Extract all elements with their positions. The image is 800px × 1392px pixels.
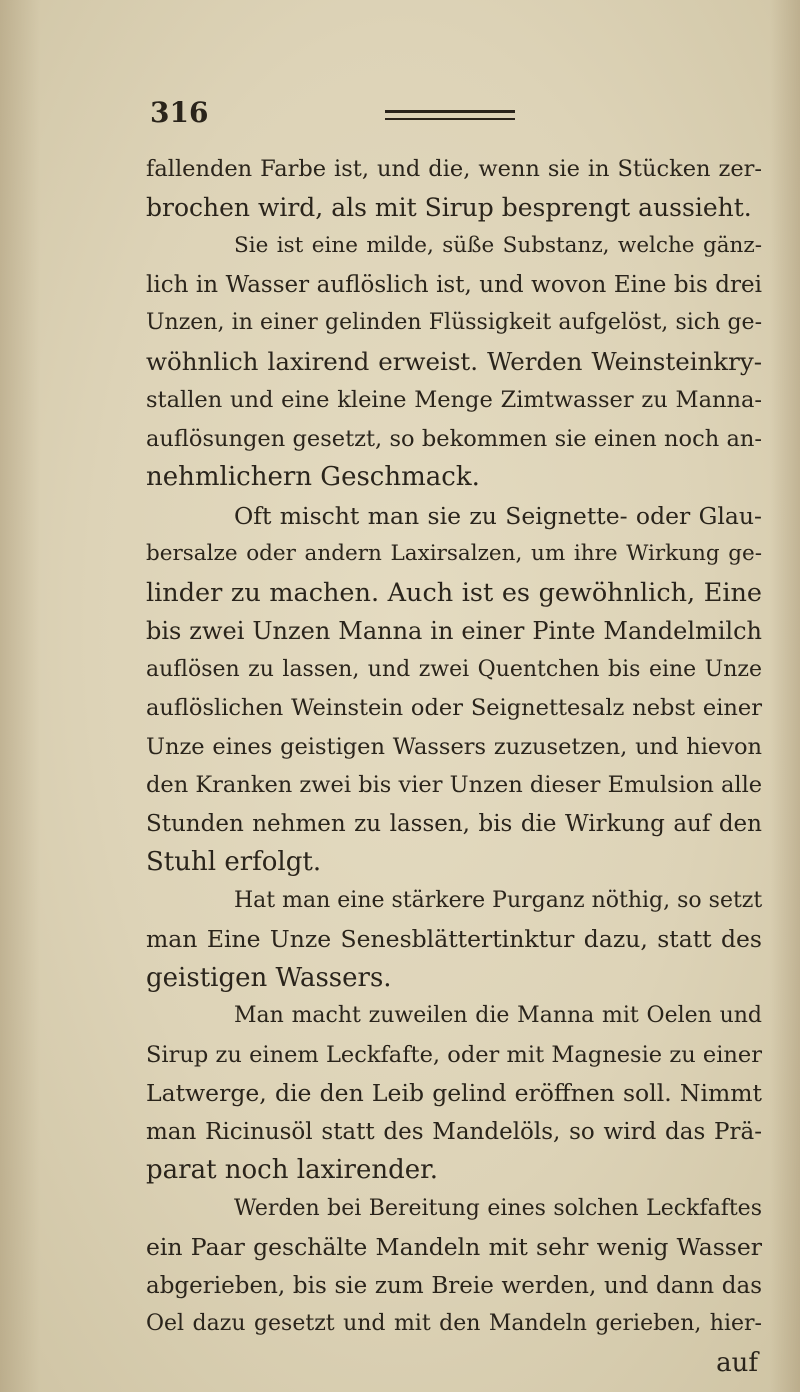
text-line: Stuhl erfolgt. [146,847,322,877]
text-line: man Eine Unze Senesblättertinktur dazu, statt des [146,925,762,953]
text-line: Oel dazu gesetzt und mit den Mandeln gerieben, hier- [146,1311,762,1336]
text-line: Hat man eine stärkere Purganz nöthig, so setzt [234,887,763,913]
page-number: 316 [150,96,209,129]
text-line: Sie ist eine milde, süße Substanz, welche gänz- [234,233,762,258]
body-text [146,150,762,1382]
text-line: Unzen, in einer gelinden Flüssigkeit aufgelöst, sich ge- [146,310,762,335]
text-line: ein Paar geschälte Mandeln mit sehr wenig Wasser [146,1233,762,1261]
text-line: wöhnlich laxirend erweist. Werden Weinsteinkry- [146,346,762,376]
text-line: den Kranken zwei bis vier Unzen dieser Emulsion alle [146,772,763,798]
text-line: Oft mischt man sie zu Seignette- oder Glau- [234,501,762,530]
text-line: Werden bei Bereitung eines solchen Leckfaftes [234,1195,762,1221]
text-line: man Ricinusöl statt des Mandelöls, so wird das Prä- [146,1118,762,1145]
header-rule [385,110,515,120]
text-line: auflösen zu lassen, und zwei Quentchen bis eine Unze [146,656,762,682]
text-line: Man macht zuweilen die Manna mit Oelen und [234,1003,762,1028]
text-line: bis zwei Unzen Manna in einer Pinte Mandelmilch [146,617,762,645]
text-line: auflösungen gesetzt, so bekommen sie einen noch an- [146,425,762,452]
text-line: Sirup zu einem Leckfafte, oder mit Magnesie zu einer [146,1041,762,1068]
text-line: Stunden nehmen zu lassen, bis die Wirkung auf den [146,810,762,837]
text-line: abgerieben, bis sie zum Breie werden, und dann das [146,1272,762,1299]
text-line: bersalze oder andern Laxirsalzen, um ihre Wirkung ge- [146,541,762,566]
text-line: geistigen Wassers. [146,962,392,993]
text-line: lich in Wasser auflöslich ist, und wovon Eine bis drei [146,271,762,298]
text-line: parat noch laxirender. [146,1155,438,1185]
text-line: linder zu machen. Auch ist es gewöhnlich, Eine [146,577,762,608]
text-line: Unze eines geistigen Wassers zuzusetzen, und hievon [146,733,762,760]
text-line: stallen und eine kleine Menge Zimtwasser zu Manna- [146,387,762,413]
text-line: auflöslichen Weinstein oder Seignettesalz nebst einer [146,695,762,721]
text-line: nehmlichern Geschmack. [146,462,480,492]
catchword: auf [716,1347,758,1378]
text-line: fallenden Farbe ist, und die, wenn sie in Stücken zer- [146,156,762,182]
text-line: brochen wird, als mit Sirup besprengt aussieht. [146,192,752,222]
text-line: Latwerge, die den Leib gelind eröffnen soll. Nimmt [146,1079,762,1107]
